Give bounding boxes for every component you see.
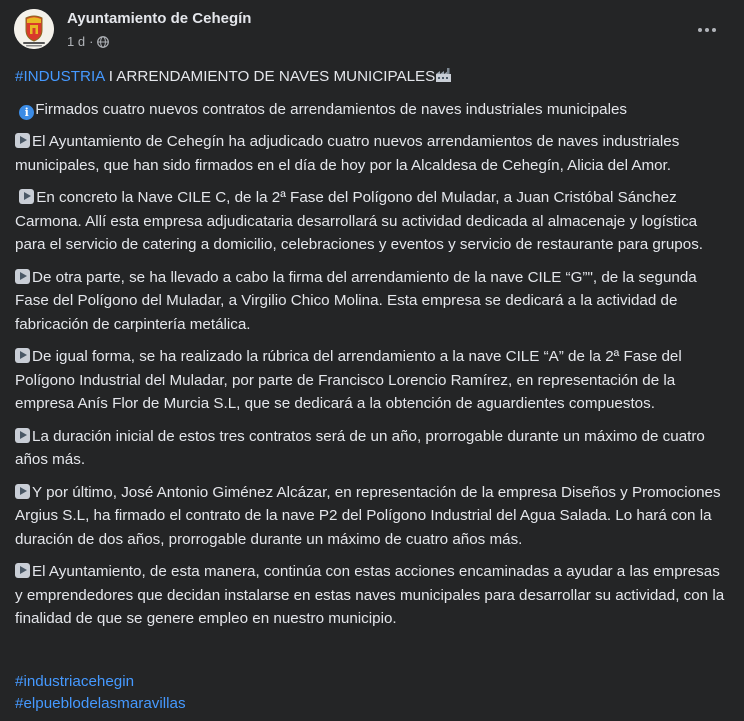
post-paragraph bbox=[15, 560, 731, 631]
post-paragraph bbox=[15, 345, 731, 416]
post-title bbox=[15, 65, 731, 89]
post-body bbox=[15, 65, 731, 640]
post-paragraph bbox=[15, 266, 731, 337]
hashtag-link[interactable]: #elpueblodelasmaravillas bbox=[15, 695, 186, 712]
title-text: I ARRENDAMIENTO DE NAVES MUNICIPALES bbox=[104, 68, 436, 85]
play-button-icon bbox=[15, 348, 30, 363]
post-paragraph bbox=[15, 186, 731, 257]
intro-text: Firmados cuatro nuevos contratos de arrendamientos de naves industriales municipales bbox=[35, 100, 628, 118]
page-avatar[interactable] bbox=[14, 9, 54, 49]
factory-icon bbox=[435, 68, 452, 83]
post-paragraph bbox=[15, 481, 731, 552]
post-meta bbox=[67, 34, 109, 49]
play-button-icon bbox=[15, 133, 30, 148]
play-button-icon bbox=[15, 269, 30, 284]
post-hashtags bbox=[15, 671, 186, 715]
play-button-icon bbox=[15, 563, 30, 578]
hashtag-industria[interactable]: #INDUSTRIA bbox=[15, 68, 105, 85]
post-intro bbox=[15, 98, 731, 122]
info-icon: i bbox=[19, 105, 34, 120]
play-button-icon bbox=[15, 484, 30, 499]
more-options-icon[interactable] bbox=[693, 20, 721, 40]
paragraph-text: La duración inicial de estos tres contratos será de un año, prorrogable durante un máximo de cuatro años más. bbox=[15, 427, 705, 468]
hashtag-link[interactable]: #industriacehegin bbox=[15, 673, 135, 690]
paragraph-text: El Ayuntamiento de Cehegín ha adjudicado cuatro nuevos arrendamientos de naves industriales municipales, que han sido firmados en el día de hoy por la Alcaldesa de Cehegín, Alicia del Amor. bbox=[15, 133, 680, 174]
paragraph-text: Y por último, José Antonio Giménez Alcázar, en representación de la empresa Diseños y Promociones Argius S.L, ha firmado el contrato de la nave P2 del Polígono Industrial del Agua Salada. Lo hará con la duración de dos años, prorrogable durante un máximo de cuatro años más. bbox=[15, 483, 721, 548]
play-button-icon bbox=[15, 428, 30, 443]
post-paragraph bbox=[15, 130, 731, 177]
post-time[interactable]: 1 d bbox=[67, 34, 86, 49]
globe-icon bbox=[97, 36, 109, 48]
page-name-link[interactable]: Ayuntamiento de Cehegín bbox=[67, 10, 252, 27]
play-button-icon bbox=[19, 189, 34, 204]
municipal-crest-icon bbox=[14, 9, 54, 49]
paragraph-text: En concreto la Nave CILE C, de la 2ª Fase del Polígono del Muladar, a Juan Cristóbal Sánchez Carmona. Allí esta empresa adjudicataria desarrollará su actividad dedicada al almacenaje y logística para el servicio de catering a domicilio, celebraciones y eventos y servicio de restaurante para grupos. bbox=[15, 189, 704, 253]
post-header bbox=[0, 0, 744, 62]
post-paragraph bbox=[15, 425, 731, 472]
paragraph-text: De otra parte, se ha llevado a cabo la firma del arrendamiento de la nave CILE “G”", de la segunda Fase del Polígono del Muladar, a Virgilio Chico Molina. Esta empresa se dedicará a la actividad de fabricación de carpintería metálica. bbox=[15, 268, 697, 333]
meta-separator: · bbox=[89, 34, 94, 49]
paragraph-text: De igual forma, se ha realizado la rúbrica del arrendamiento a la nave CILE “A” de la 2ª Fase del Polígono Industrial del Muladar, por parte de Francisco Lorencio Ramírez, en representación de la empresa Anís Flor de Murcia S.L, que se dedicará a la obtención de aguardientes compuestos. bbox=[15, 348, 682, 412]
paragraph-text: El Ayuntamiento, de esta manera, continúa con estas acciones encaminadas a ayudar a las empresas y emprendedores que decidan instalarse en estas naves municipales para desarrollar su actividad, con la finalidad de que se genere empleo en nuestro municipio. bbox=[15, 563, 725, 627]
